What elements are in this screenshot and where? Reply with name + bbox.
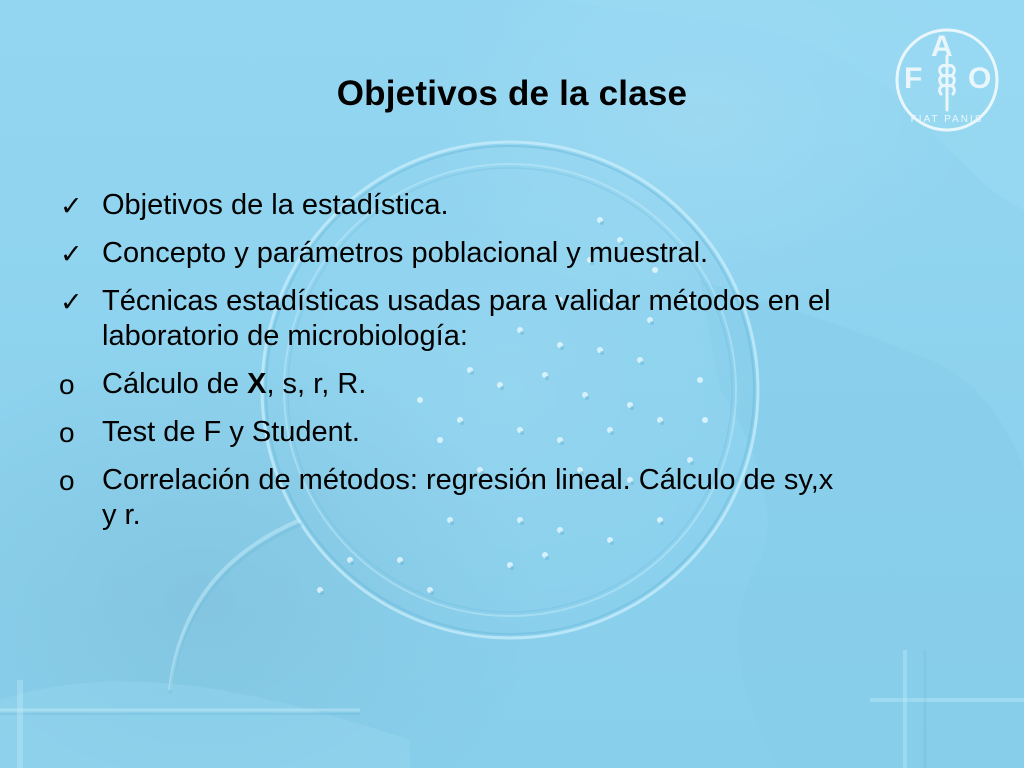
list-item-bold-symbol: X <box>247 368 267 400</box>
list-item-text-line: laboratorio de microbiología: <box>102 320 468 352</box>
checkmark-icon: ✓ <box>60 287 83 317</box>
list-item-text: Objetivos de la estadística. <box>102 189 449 221</box>
slide-title: Objetivos de la clase <box>336 74 688 113</box>
circle-bullet-icon: o <box>59 465 75 496</box>
objectives-list <box>58 188 978 533</box>
list-item <box>58 367 978 402</box>
logo-letter-f: F <box>904 62 923 95</box>
logo-motto: FIAT PANIS <box>910 114 984 125</box>
list-item <box>58 188 978 223</box>
list-item-text-line: Técnicas estadísticas usadas para validar métodos en el <box>102 285 831 317</box>
list-item-text: Test de F y Student. <box>102 416 360 448</box>
circle-bullet-icon: o <box>59 369 75 400</box>
logo-letter-a: A <box>931 30 953 63</box>
list-item-text-line: y r. <box>102 499 141 531</box>
list-item <box>58 236 978 271</box>
list-item-text-suffix: , s, r, R. <box>266 368 367 400</box>
checkmark-icon: ✓ <box>60 239 83 269</box>
list-item <box>58 284 978 354</box>
list-item-text-line: Correlación de métodos: regresión lineal. Cálculo de sy,x <box>102 464 834 496</box>
list-item <box>58 415 978 450</box>
list-item-text: Concepto y parámetros poblacional y muestral. <box>102 237 709 269</box>
list-item <box>58 463 978 533</box>
circle-bullet-icon: o <box>59 417 75 448</box>
list-item-text-prefix: Cálculo de <box>102 368 248 400</box>
checkmark-icon: ✓ <box>60 191 83 221</box>
logo-letter-o: O <box>968 62 992 95</box>
